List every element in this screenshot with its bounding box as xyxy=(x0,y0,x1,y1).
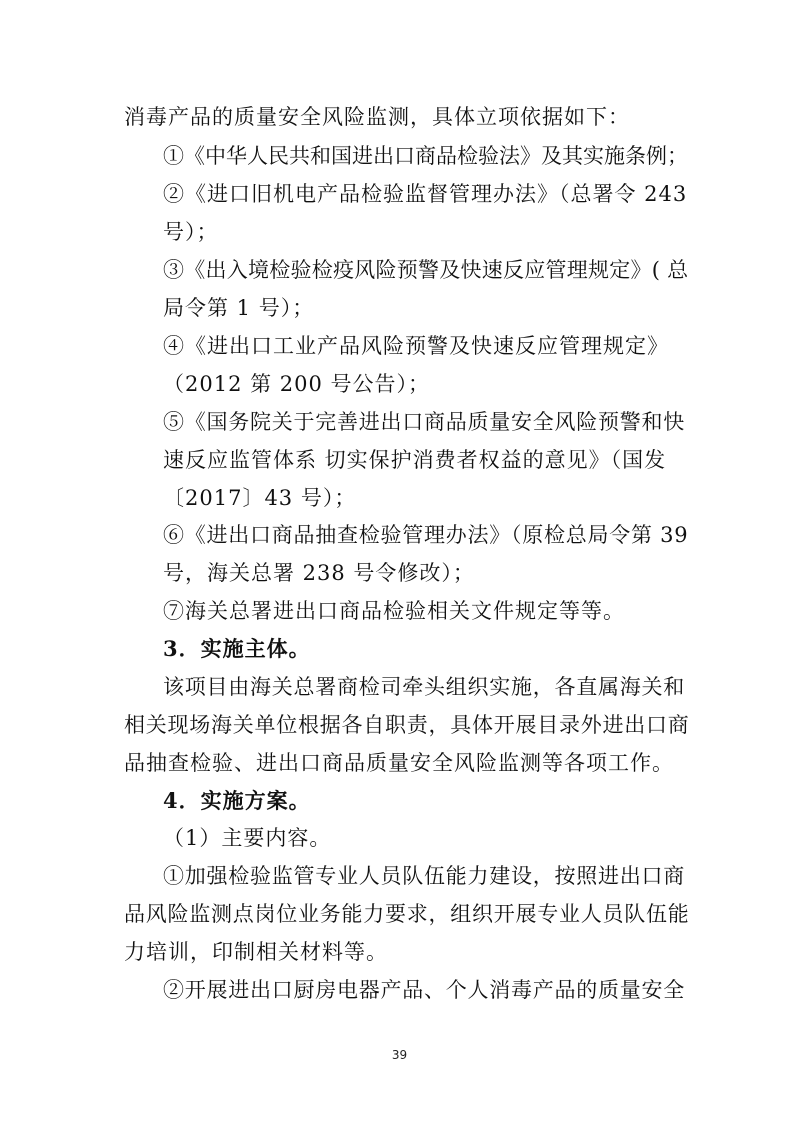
section-heading-implementation-body: 3．实施主体。 xyxy=(163,636,311,661)
text-line-item-2: ②《进口旧机电产品检验监督管理办法》（总署令 243 xyxy=(163,182,688,206)
text-line-item-5: ⑤《国务院关于完善进出口商品质量安全风险预警和快 xyxy=(163,410,685,434)
text-line-content-1: ①加强检验监管专业人员队伍能力建设，按照进出口商 xyxy=(163,864,685,888)
text-line-item-1: ①《中华人民共和国进出口商品检验法》及其实施条例； xyxy=(163,144,688,168)
text-line-item-4-cont: （2012 第 200 号公告）； xyxy=(163,372,431,396)
text-line-item-5-cont-2: 〔2017〕43 号）； xyxy=(163,486,357,510)
text-line-item-7: ⑦海关总署进出口商品检验相关文件规定等等。 xyxy=(163,599,625,623)
subsection-heading-main-content: （1）主要内容。 xyxy=(163,826,332,850)
text-line-item-6: ⑥《进出口商品抽查检验管理办法》（原检总局令第 39 xyxy=(163,523,689,547)
text-line-item-4: ④《进出口工业产品风险预警及快速反应管理规定》 xyxy=(163,334,669,358)
text-line-item-6-cont: 号，海关总署 238 号令修改）； xyxy=(163,561,475,585)
text-line-paragraph-cont: 相关现场海关单位根据各自职责，具体开展目录外进出口商 xyxy=(124,713,690,737)
text-line-item-2-cont: 号）； xyxy=(163,220,219,244)
page-number: 39 xyxy=(391,1048,408,1062)
text-line-content-2: ②开展进出口厨房电器产品、个人消毒产品的质量安全 xyxy=(163,978,685,1002)
text-line-item-3: ③《出入境检验检疫风险预警及快速反应管理规定》( 总 xyxy=(163,258,689,282)
section-heading-implementation-plan: 4．实施方案。 xyxy=(163,788,311,813)
text-line-paragraph: 该项目由海关总署商检司牵头组织实施，各直属海关和 xyxy=(163,675,685,699)
text-line-content-1-cont-2: 力培训，印制相关材料等。 xyxy=(124,940,388,964)
text-line-item-3-cont: 局令第 1 号）； xyxy=(163,296,315,320)
text-line-item-5-cont: 速反应监管体系 切实保护消费者权益的意见》（国发 xyxy=(163,448,667,472)
text-line-continuation: 消毒产品的质量安全风险监测，具体立项依据如下： xyxy=(124,105,630,129)
text-line-content-1-cont: 品风险监测点岗位业务能力要求，组织开展专业人员队伍能 xyxy=(124,902,690,926)
text-line-paragraph-cont-2: 品抽查检验、进出口商品质量安全风险监测等各项工作。 xyxy=(124,751,674,775)
